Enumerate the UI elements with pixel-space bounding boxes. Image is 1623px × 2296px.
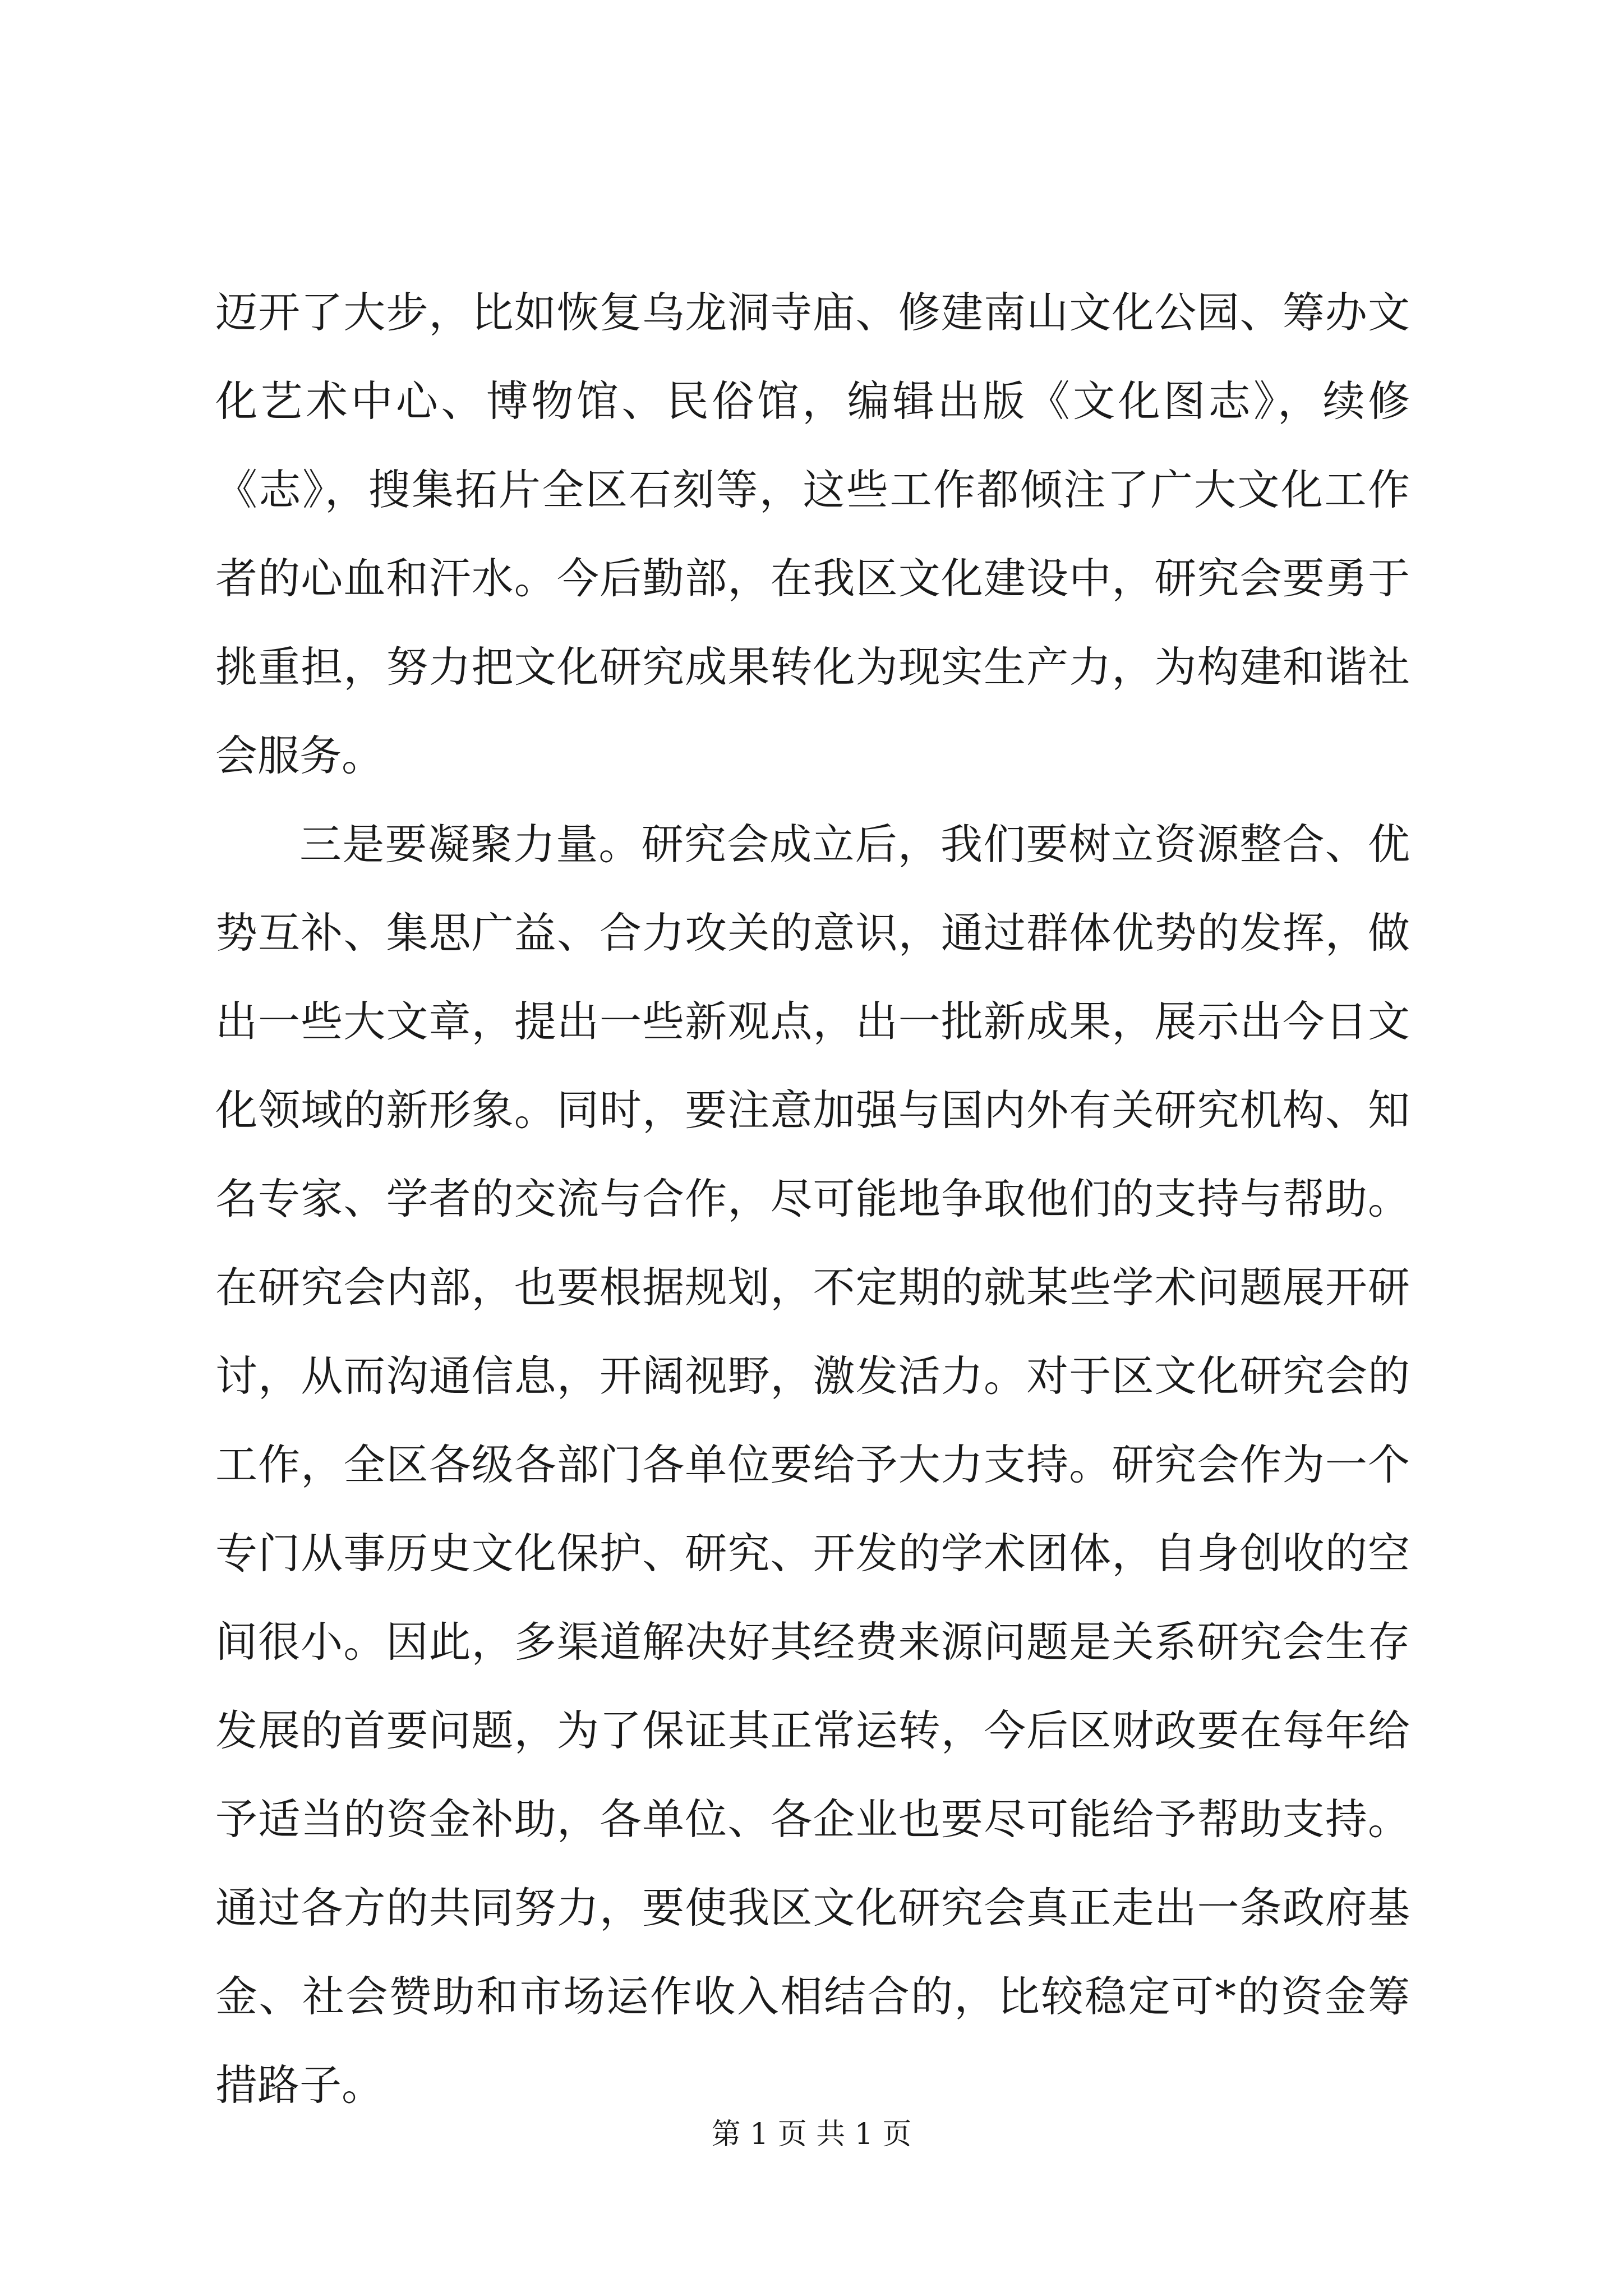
text-line: 发展的首要问题，为了保证其正常运转，今后区财政要在每年给 (215, 1706, 1410, 1755)
text-line: 者的心血和汗水。今后勤部，在我区文化建设中，研究会要勇于 (215, 554, 1410, 603)
text-line: 工作，全区各级各部门各单位要给予大力支持。研究会作为一个 (215, 1440, 1410, 1489)
text-line: 《志》，搜集拓片全区石刻等，这些工作都倾注了广大文化工作 (215, 465, 1410, 514)
text-line: 措路子。 (215, 2060, 384, 2110)
text-line: 在研究会内部，也要根据规划，不定期的就某些学术问题展开研 (215, 1263, 1410, 1312)
page-footer: 第 1 页 共 1 页 (711, 2118, 912, 2151)
text-line: 讨，从而沟通信息，开阔视野，激发活力。对于区文化研究会的 (215, 1351, 1410, 1401)
text-line: 化艺术中心、博物馆、民俗馆，编辑出版《文化图志》，续修 (215, 376, 1410, 426)
text-line: 通过各方的共同努力，要使我区文化研究会真正走出一条政府基 (215, 1883, 1410, 1932)
text-line: 金、社会赞助和市场运作收入相结合的，比较稳定可*的资金筹 (215, 1972, 1410, 2021)
text-line: 专门从事历史文化保护、研究、开发的学术团体，自身创收的空 (215, 1529, 1410, 1578)
text-line: 出一些大文章，提出一些新观点，出一批新成果，展示出今日文 (215, 997, 1410, 1046)
text-line: 化领域的新形象。同时，要注意加强与国内外有关研究机构、知 (215, 1085, 1410, 1135)
text-line: 予适当的资金补助，各单位、各企业也要尽可能给予帮助支持。 (215, 1795, 1410, 1844)
text-line: 迈开了大步，比如恢复乌龙洞寺庙、修建南山文化公园、筹办文 (215, 288, 1410, 337)
text-line: 间很小。因此，多渠道解决好其经费来源问题是关系研究会生存 (215, 1617, 1410, 1667)
paragraph-first-line: 三是要凝聚力量。研究会成立后，我们要树立资源整合、优 (299, 820, 1410, 869)
document-body (215, 268, 1410, 2129)
text-line: 名专家、学者的交流与合作，尽可能地争取他们的支持与帮助。 (215, 1174, 1410, 1223)
text-line: 会服务。 (215, 731, 384, 780)
text-line: 势互补、集思广益、合力攻关的意识，通过群体优势的发挥，做 (215, 908, 1410, 958)
text-line: 挑重担，努力把文化研究成果转化为现实生产力，为构建和谐社 (215, 642, 1410, 692)
